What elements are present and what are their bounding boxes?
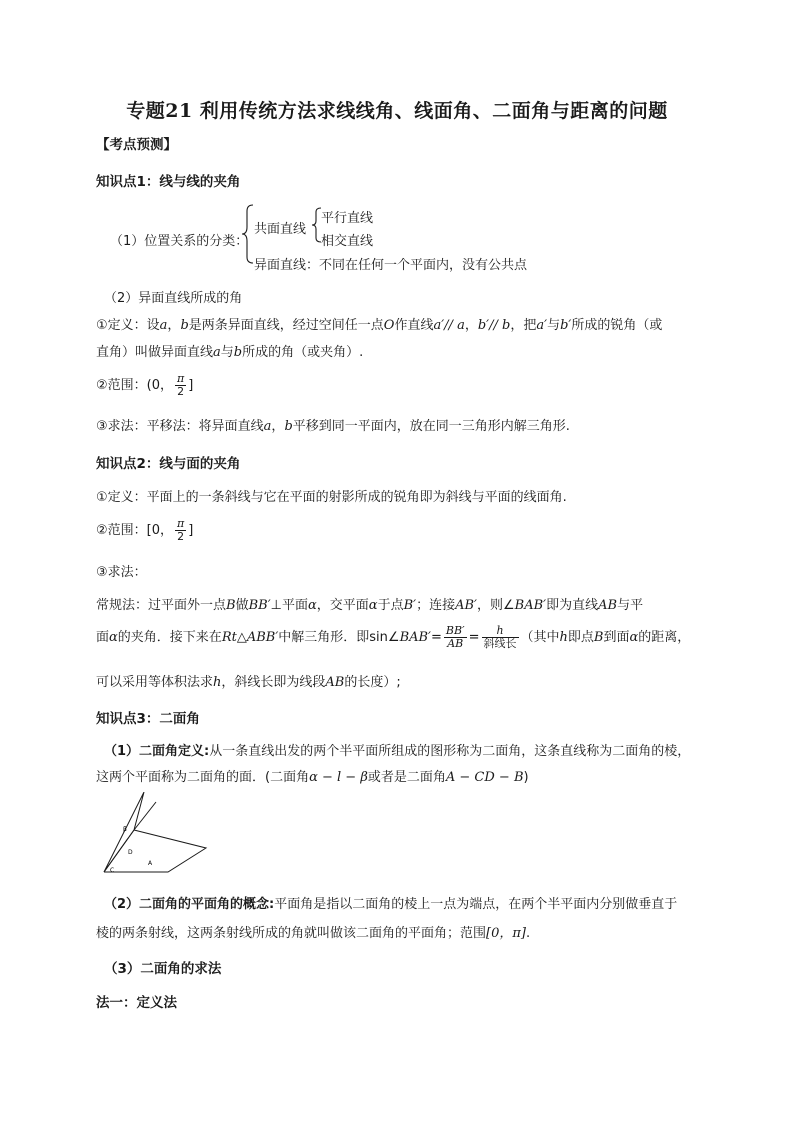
figure-label-c: C [110, 867, 115, 874]
k1-range: ②范围：(0， $\frac{\pi}{2}$ ] [96, 372, 194, 398]
figure-label-beta: β [123, 826, 127, 833]
k3-method-definition: 法一：定义法 [96, 995, 177, 1011]
k3-heading: 知识点3：二面角 [96, 711, 200, 727]
k3-definition-line2: 这两个平面称为二面角的面．(二面角α − l − β或者是二面角A − CD − B) [96, 770, 529, 785]
k2-definition: ①定义：平面上的一条斜线与它在平面的射影所成的锐角即为斜线与平面的线面角. [96, 490, 567, 505]
k3-methods-heading: （3）二面角的求法 [104, 961, 222, 977]
k2-range: ②范围：[0， $\frac{\pi}{2}$ ] [96, 517, 194, 543]
k2-method-line2: 面α的夹角．接下来在Rt△ABB′中解三角形．即sin∠BAB′= $\frac{BB'}{AB}$ = $\frac{h}{\text{斜线长}}$ （其中h即点B到面α的距离， [96, 624, 691, 650]
k2-heading: 知识点2：线与面的夹角 [96, 456, 241, 472]
skew-lines: 异面直线：不同在任何一个平面内，没有公共点 [254, 258, 528, 273]
k2-method: ③求法： [96, 565, 147, 580]
k2-method-line1: 常规法：过平面外一点B做BB′⊥平面α，交平面α于点B′；连接AB′，则∠BAB′即为直线AB与平 [96, 598, 644, 613]
k1-classification-label: （1）位置关系的分类： [110, 234, 249, 249]
parallel-lines: 平行直线 [321, 211, 374, 226]
k2-method-line3: 可以采用等体积法求h，斜线长即为线段AB的长度）; [96, 675, 401, 690]
page-title: 专题21 利用传统方法求线线角、线面角、二面角与距离的问题 [126, 100, 668, 122]
k3-plane-angle-line1: （2）二面角的平面角的概念:平面角是指以二面角的棱上一点为端点，在两个半平面内分别做垂直于 [104, 897, 678, 912]
figure-label-alpha: A [148, 860, 153, 867]
intersecting-lines: 相交直线 [321, 234, 374, 249]
k3-definition-line1: （1）二面角定义:从一条直线出发的两个半平面所组成的图形称为二面角，这条直线称为二面角的棱， [104, 744, 691, 759]
k1-heading: 知识点1：线与线的夹角 [96, 174, 241, 190]
k1-definition-line2: 直角）叫做异面直线a与b所成的角（或夹角）. [96, 345, 364, 360]
section-header: 【考点预测】 [96, 137, 177, 153]
k1-definition-line1: ①定义：设a，b是两条异面直线，经过空间任一点O作直线a′// a，b′// b，把a′与b′所成的锐角（或 [96, 318, 663, 333]
figure-label-d: D [128, 849, 133, 856]
k3-plane-angle-line2: 棱的两条射线，这两条射线所成的角就叫做该二面角的平面角；范围[0，π]. [96, 926, 531, 941]
coplanar-lines: 共面直线 [254, 222, 307, 237]
k1-p2: （2）异面直线所成的角 [104, 291, 243, 306]
k1-method: ③求法：平移法：将异面直线a，b平移到同一平面内，放在同一三角形内解三角形. [96, 419, 570, 434]
dihedral-angle-figure [96, 792, 212, 878]
